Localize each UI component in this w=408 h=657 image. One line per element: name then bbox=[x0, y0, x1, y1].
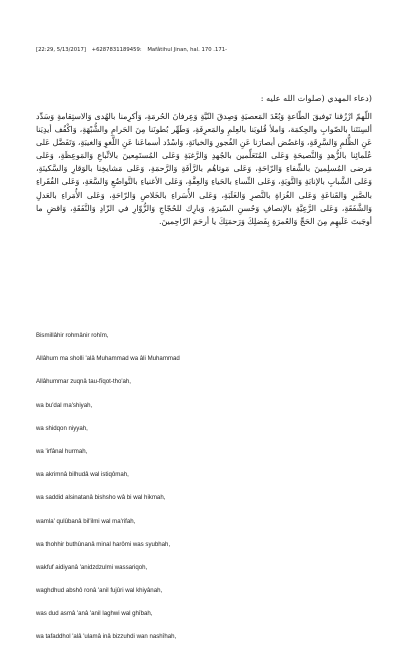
transliteration-line: wamla' qulûbanâ bil'ilmi wal ma'rifah, bbox=[36, 517, 136, 525]
sender-phone: +6287831189459: bbox=[91, 47, 142, 53]
transliteration-line: was dud asmâ 'anâ 'anil laghwi wal ghîbah, bbox=[36, 610, 153, 618]
message-header bbox=[36, 47, 376, 54]
transliteration-line: wa saddid alsinatanâ bishsho wâ bi wal hikmah, bbox=[36, 494, 166, 502]
transliteration-list bbox=[36, 332, 372, 657]
transliteration-line: Allâhummar zuqnâ tau-fîqot-tho'ah, bbox=[36, 378, 131, 386]
transliteration-line: wa bu'dal ma'shiyah, bbox=[36, 401, 93, 409]
transliteration-line: wa shidqon niyyah, bbox=[36, 424, 88, 432]
transliteration-line: wa thohhir buthûnanâ minal harômi was syubhah, bbox=[36, 540, 171, 548]
transliteration-line: wakfuf aidiyanâ 'anidzdzulmi wassariqoh, bbox=[36, 563, 148, 571]
transliteration-line: Bismillâhir rohmânir rohîm, bbox=[36, 332, 109, 339]
transliteration-line: wa 'irfânal hurmah, bbox=[36, 447, 88, 455]
arabic-title: (دعاء المهدي (صلوات الله عليه : bbox=[260, 93, 372, 103]
transliteration-line: waghdhud abshô ronâ 'anil fujûri wal khiyânah, bbox=[36, 587, 163, 595]
transliteration-line: Allâhum ma sholli 'alâ Muhammad wa âli Muhammad bbox=[36, 355, 180, 363]
transliteration-line: wa akrimnâ bilhudâ wal istiqômah, bbox=[36, 471, 129, 479]
message-timestamp: [22:29, 5/13/2017] bbox=[36, 47, 86, 53]
source-reference: Mafâtihul Jinan, hal. 170 .171- bbox=[147, 47, 228, 53]
arabic-prayer-text: اللّهمّ ارْزُقنا تَوفيقَ الطّاعةِ وَبُعْدَ المَعصيَةِ وَصِدقَ النّيَّةِ وَعِرفانَ الحُرمَةِ، وَأكرِمنا بالهُدى وَالاستِقامةِ وَسَدِّد ألسِنَتَنا بالصّوابِ والحِكمَة، وَاملأ قُلوبَنا بالعِلمِ والمَعرِفَةِ، وَطَهِّر بُطونَنا مِنَ الحَرامِ والشُّبْهَةِ، وَاكْفُف أيدِيَنا عَنِ الظُّلمِ وَالسَّرِقَةِ، وَاغضُض أبصارَنا عَنِ الفُجورِ وَالخيانَةِ، وَاسْدُد أسماعَنا عَنِ اللَّغوِ وَالغيبَةِ، وَتَفَضَّل عَلى عُلَمائِنا بالزُّهدِ وَالنَّصيحَةِ وَعَلى المُتَعَلِّمين بالجُهدِ وَالرَّغبَةِ وَعَلى المُستَمِعينَ بالاتِّباعِ وَالمَوعِظَةِ، وَعَلى مَرضى المُسلِمينَ بالشِّفاءِ وَالرّاحَةِ، وَعَلى مَوتاهُم بالرَّأفَةِ وَالرَّحمَةِ، وَعَلى مَشايخِنا بالوَقارِ وَالسَّكينَةِ، وَعَلى الشَّبابِ بالإنابَةِ وَالتَّوبَةِ، وَعَلى النِّساءِ بالحَياءِ وَالعِفَّةِ، وَعَلى الأغنياءِ بالتَّواضُعِ وَالسَّعَةِ، وَعَلى الفُقَراءِ بالصَّبرِ وَالقَناعَةِ وَعَلى الغُزاةِ بالنَّصرِ وَالغَلَبَةِ، وَعَلى الأُسَراءِ بالخَلاصِ وَالرّاحَةِ، وَعَلى الأُمَراءِ بالعَدلِ وَالشَّفَقَةِ، وَعَلى الرَّعِيَّةِ بالإنصافِ وَحُسنِ السّيرَةِ، وَبارِك للحُجّاجِ وَالزُّوّارِ في الزّادِ وَالنَّفَقَةِ، وَاقضِ ما أوجَبتَ عَلَيهِم مِنَ الحَجِّ وَالعُمرَةِ بِفَضلِكَ وَرَحمَتِكَ يا أرحَمَ الرّاحِمينَ. bbox=[36, 112, 372, 226]
transliteration-line: wa tafaddhol 'alâ 'ulamâ inâ bizzuhdi wan nashîhah, bbox=[36, 633, 177, 641]
